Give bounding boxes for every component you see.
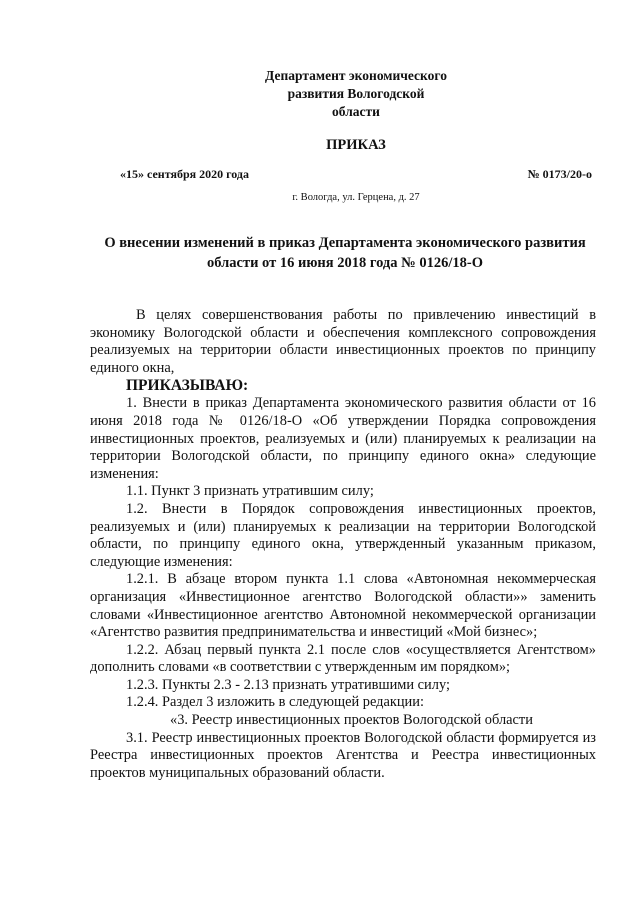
document-type: ПРИКАЗ <box>326 137 386 153</box>
body-paragraph: 1.2.2. Абзац первый пункта 2.1 после слов «осуществляется Агентством» дополнить словами «в соответствии с утвержденным им порядком»; <box>90 641 596 676</box>
department-name-line3: области <box>332 104 380 119</box>
document-date: «15» сентября 2020 года <box>120 167 249 181</box>
department-name-line1: Департамент экономического <box>265 68 447 83</box>
document-number: № 0173/20-о <box>527 167 592 181</box>
document-subject: О внесении изменений в приказ Департамента экономического развития области от 16 июня 2018 года № 0126/18-О <box>104 235 586 271</box>
document-body <box>90 307 596 782</box>
body-paragraph: 1.2.4. Раздел 3 изложить в следующей редакции: <box>126 694 424 711</box>
section-heading: «3. Реестр инвестиционных проектов Вологодской области <box>170 712 533 729</box>
document-address: г. Вологда, ул. Герцена, д. 27 <box>292 192 420 203</box>
body-paragraph: 1.2.3. Пункты 2.3 - 2.13 признать утратившими силу; <box>126 676 450 693</box>
body-paragraph: 1.2.1. В абзаце втором пункта 1.1 слова «Автономная некоммерческая организация «Инвестиционное агентство Вологодской области»» заменить словами «Инвестиционное агентство Автономной некоммерческой организации «Агентство развития предпринимательства и инвестиций «Мой бизнес»; <box>90 571 596 641</box>
body-paragraph: 1.1. Пункт 3 признать утратившим силу; <box>126 483 374 500</box>
final-paragraph: 3.1. Реестр инвестиционных проектов Вологодской области формируется из Реестра инвестиционных проектов Агентства и Реестра инвестиционных проектов муниципальных образований области. <box>90 729 596 781</box>
preamble-paragraph: В целях совершенствования работы по привлечению инвестиций в экономику Вологодской области и обеспечения комплексного сопровождения реализуемых на территории области инвестиционных проектов по принципу единого окна, <box>90 307 596 376</box>
department-name-line2: развития Вологодской <box>287 86 425 101</box>
body-paragraph: 1.2. Внести в Порядок сопровождения инвестиционных проектов, реализуемых и (или) планируемых к реализации на территории Вологодской области, по принципу единого окна, утвержденный указанным приказом, следующие изменения: <box>90 500 596 570</box>
order-word: ПРИКАЗЫВАЮ: <box>126 377 249 395</box>
body-paragraph: 1. Внести в приказ Департамента экономического развития области от 16 июня 2018 года № 0126/18-О «Об утверждении Порядка сопровождения инвестиционных проектов, реализуемых и (или) планируемых к реализации на территории Вологодской области, по принципу единого окна» следующие изменения: <box>90 395 596 482</box>
